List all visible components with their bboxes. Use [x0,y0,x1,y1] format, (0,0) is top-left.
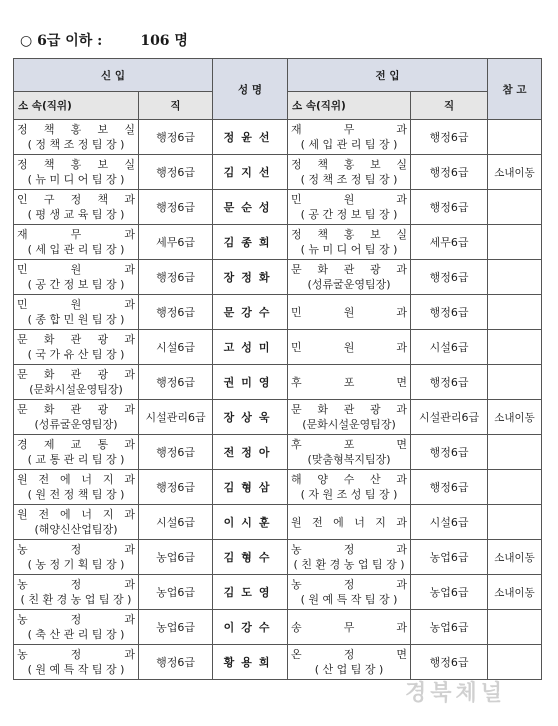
new-grade-cell: 세무6급 [139,225,213,260]
table-row [14,400,542,435]
new-dept-cell-line1: 민 원 과 [17,263,135,276]
prev-grade-cell: 시설6급 [411,505,488,540]
note-cell: 소내이동 [488,540,542,575]
section-heading [20,30,188,50]
new-dept-cell-line1: 문 화 관 광 과 [17,368,135,381]
prev-dept-cell-line1: 문 화 관 광 과 [291,403,408,416]
table-row [14,435,542,470]
prev-grade-cell: 행정6급 [411,435,488,470]
prev-grade-cell: 농업6급 [411,575,488,610]
prev-dept-cell [288,575,411,610]
header-prev-dept: 소 속(직위) [288,92,411,120]
prev-grade-cell: 시설6급 [411,330,488,365]
prev-dept-cell-line1: 민 원 과 [291,193,408,206]
new-dept-cell-line2: ( 평 생 교 육 팀 장 ) [27,208,125,221]
name-cell: 김도영 [213,575,288,610]
header-prev: 전 입 [288,59,488,92]
new-dept-cell-line2: ( 종 합 민 원 팀 장 ) [27,313,125,326]
prev-dept-cell-line2: ( 정 책 조 정 팀 장 ) [300,173,398,186]
prev-grade-cell: 행정6급 [411,155,488,190]
new-grade-cell: 행정6급 [139,435,213,470]
name-cell: 문순성 [213,190,288,225]
prev-dept-cell-line1: 민 원 과 [291,340,408,354]
new-dept-cell-line1: 정 책 홍 보 실 [17,123,135,136]
prev-grade-cell: 행정6급 [411,190,488,225]
new-dept-cell-line2: ( 공 간 정 보 팀 장 ) [27,278,125,291]
table-row [14,540,542,575]
note-cell [488,610,542,645]
prev-dept-cell-line2: (맞춤형복지팀장) [307,453,391,466]
prev-dept-cell [288,120,411,155]
note-cell [488,260,542,295]
new-grade-cell: 행정6급 [139,120,213,155]
name-cell: 김종희 [213,225,288,260]
note-cell [488,470,542,505]
watermark: 경북체널 [405,680,507,706]
prev-dept-cell-line1: 송 무 과 [291,620,408,634]
new-grade-cell: 시설관리6급 [139,400,213,435]
note-cell: 소내이동 [488,155,542,190]
name-cell: 문강수 [213,295,288,330]
prev-dept-cell-line2: ( 원 예 특 작 팀 장 ) [300,593,398,606]
prev-grade-cell: 농업6급 [411,540,488,575]
prev-dept-cell [288,260,411,295]
prev-dept-cell [288,505,411,540]
prev-dept-cell-line1: 농 정 과 [291,543,408,556]
section-count: 106 명 [140,33,188,49]
table-row [14,470,542,505]
new-dept-cell-line1: 농 정 과 [17,648,135,661]
name-cell: 황용희 [213,645,288,680]
new-grade-cell: 행정6급 [139,645,213,680]
new-dept-cell [14,120,139,155]
name-cell: 고성미 [213,330,288,365]
section-title: ○ 6급 이하 : [20,33,103,49]
prev-dept-cell [288,155,411,190]
prev-dept-cell [288,190,411,225]
prev-dept-cell-line2: (문화시설운영팀장) [302,418,396,431]
table-row [14,645,542,680]
new-dept-cell [14,645,139,680]
header-prev-grade: 직 [411,92,488,120]
prev-grade-cell: 행정6급 [411,260,488,295]
new-dept-cell [14,365,139,400]
prev-dept-cell-line2: ( 공 간 정 보 팀 장 ) [300,208,398,221]
new-dept-cell-line2: ( 교 통 관 리 팀 장 ) [27,453,125,466]
prev-grade-cell: 시설관리6급 [411,400,488,435]
new-dept-cell-line2: (성류굴운영팀장) [34,418,118,431]
table-row [14,575,542,610]
prev-grade-cell: 세무6급 [411,225,488,260]
name-cell: 장상욱 [213,400,288,435]
new-grade-cell: 행정6급 [139,260,213,295]
new-dept-cell [14,435,139,470]
prev-dept-cell [288,610,411,645]
table-row [14,610,542,645]
new-dept-cell [14,155,139,190]
new-dept-cell-line2: ( 국 가 유 산 팀 장 ) [27,348,125,361]
prev-dept-cell-line1: 후 포 면 [291,438,408,451]
prev-dept-cell-line1: 정 책 홍 보 실 [291,158,408,171]
prev-dept-cell-line2: ( 세 입 관 리 팀 장 ) [300,138,398,151]
prev-dept-cell [288,225,411,260]
prev-dept-cell [288,540,411,575]
new-dept-cell [14,400,139,435]
note-cell [488,330,542,365]
prev-dept-cell-line1: 후 포 면 [291,375,408,389]
name-cell: 김지선 [213,155,288,190]
new-dept-cell-line1: 경 제 교 통 과 [17,438,135,451]
new-dept-cell-line2: ( 원 예 특 작 팀 장 ) [27,663,125,676]
note-cell [488,365,542,400]
new-dept-cell [14,295,139,330]
prev-grade-cell: 행정6급 [411,365,488,400]
prev-dept-cell-line1: 농 정 과 [291,578,408,591]
new-dept-cell-line1: 농 정 과 [17,578,135,591]
prev-grade-cell: 행정6급 [411,645,488,680]
prev-dept-cell [288,330,411,365]
header-name: 성 명 [213,59,288,120]
new-grade-cell: 행정6급 [139,155,213,190]
prev-grade-cell: 농업6급 [411,610,488,645]
note-cell: 소내이동 [488,575,542,610]
new-grade-cell: 농업6급 [139,610,213,645]
new-dept-cell-line1: 원 전 에 너 지 과 [17,473,135,486]
prev-grade-cell: 행정6급 [411,470,488,505]
header-new: 신 입 [14,59,213,92]
table-row [14,120,542,155]
prev-dept-cell-line1: 정 책 홍 보 실 [291,228,408,241]
new-grade-cell: 행정6급 [139,365,213,400]
table-row [14,505,542,540]
new-dept-cell-line1: 문 화 관 광 과 [17,333,135,346]
new-dept-cell [14,575,139,610]
new-dept-cell-line1: 농 정 과 [17,613,135,626]
note-cell [488,645,542,680]
prev-dept-cell-line2: ( 산 업 팀 장 ) [314,663,384,676]
new-dept-cell-line1: 정 책 홍 보 실 [17,158,135,171]
new-grade-cell: 농업6급 [139,540,213,575]
prev-grade-cell: 행정6급 [411,120,488,155]
prev-dept-cell [288,470,411,505]
table-row [14,365,542,400]
table-row [14,225,542,260]
name-cell: 이강수 [213,610,288,645]
prev-dept-cell-line2: ( 자 원 조 성 팀 장 ) [300,488,398,501]
name-cell: 이시훈 [213,505,288,540]
new-dept-cell-line1: 민 원 과 [17,298,135,311]
header-new-dept: 소 속(직위) [14,92,139,120]
table-row [14,190,542,225]
prev-dept-cell-line2: ( 뉴 미 디 어 팀 장 ) [300,243,398,256]
name-cell: 전정아 [213,435,288,470]
prev-dept-cell [288,365,411,400]
prev-dept-cell [288,645,411,680]
note-cell: 소내이동 [488,400,542,435]
new-dept-cell [14,505,139,540]
header-ref: 참 고 [488,59,542,120]
new-dept-cell [14,190,139,225]
new-grade-cell: 행정6급 [139,470,213,505]
table-row [14,295,542,330]
prev-dept-cell-line1: 해 양 수 산 과 [291,473,408,486]
new-grade-cell: 행정6급 [139,295,213,330]
prev-dept-cell [288,295,411,330]
note-cell [488,190,542,225]
new-grade-cell: 시설6급 [139,505,213,540]
prev-dept-cell-line1: 민 원 과 [291,305,408,319]
table-row [14,260,542,295]
new-grade-cell: 농업6급 [139,575,213,610]
new-dept-cell-line2: ( 세 입 관 리 팀 장 ) [27,243,125,256]
name-cell: 권미영 [213,365,288,400]
name-cell: 장정화 [213,260,288,295]
new-dept-cell-line2: ( 농 정 기 획 팀 장 ) [27,558,125,571]
prev-dept-cell-line1: 온 정 면 [291,648,408,661]
prev-dept-cell [288,435,411,470]
new-dept-cell-line2: ( 정 책 조 정 팀 장 ) [27,138,125,151]
prev-grade-cell: 행정6급 [411,295,488,330]
prev-dept-cell-line1: 문 화 관 광 과 [291,263,408,276]
new-dept-cell-line2: ( 원 전 정 책 팀 장 ) [27,488,125,501]
new-dept-cell [14,540,139,575]
note-cell [488,120,542,155]
new-dept-cell [14,260,139,295]
new-dept-cell-line1: 인 구 정 책 과 [17,193,135,206]
new-grade-cell: 시설6급 [139,330,213,365]
new-grade-cell: 행정6급 [139,190,213,225]
new-dept-cell [14,470,139,505]
new-dept-cell [14,610,139,645]
new-dept-cell-line1: 원 전 에 너 지 과 [17,508,135,521]
note-cell [488,505,542,540]
new-dept-cell-line1: 재 무 과 [17,228,135,241]
note-cell [488,435,542,470]
name-cell: 김형삼 [213,470,288,505]
prev-dept-cell-line2: ( 친 환 경 농 업 팀 장 ) [293,558,405,571]
new-dept-cell-line1: 농 정 과 [17,543,135,556]
new-dept-cell [14,330,139,365]
new-dept-cell-line2: ( 친 환 경 농 업 팀 장 ) [20,593,132,606]
personnel-table [13,58,542,680]
new-dept-cell-line2: (해양신산업팀장) [34,523,118,536]
prev-dept-cell-line1: 재 무 과 [291,123,408,136]
new-dept-cell-line1: 문 화 관 광 과 [17,403,135,416]
new-dept-cell-line2: ( 축 산 관 리 팀 장 ) [27,628,125,641]
prev-dept-cell-line2: (성류굴운영팀장) [307,278,391,291]
name-cell: 김형수 [213,540,288,575]
prev-dept-cell [288,400,411,435]
header-new-grade: 직 [139,92,213,120]
table-row [14,330,542,365]
table-row [14,155,542,190]
new-dept-cell-line2: (문화시설운영팀장) [29,383,123,396]
new-dept-cell-line2: ( 뉴 미 디 어 팀 장 ) [27,173,125,186]
prev-dept-cell-line1: 원 전 에 너 지 과 [291,515,408,529]
note-cell [488,225,542,260]
note-cell [488,295,542,330]
new-dept-cell [14,225,139,260]
name-cell: 정윤선 [213,120,288,155]
